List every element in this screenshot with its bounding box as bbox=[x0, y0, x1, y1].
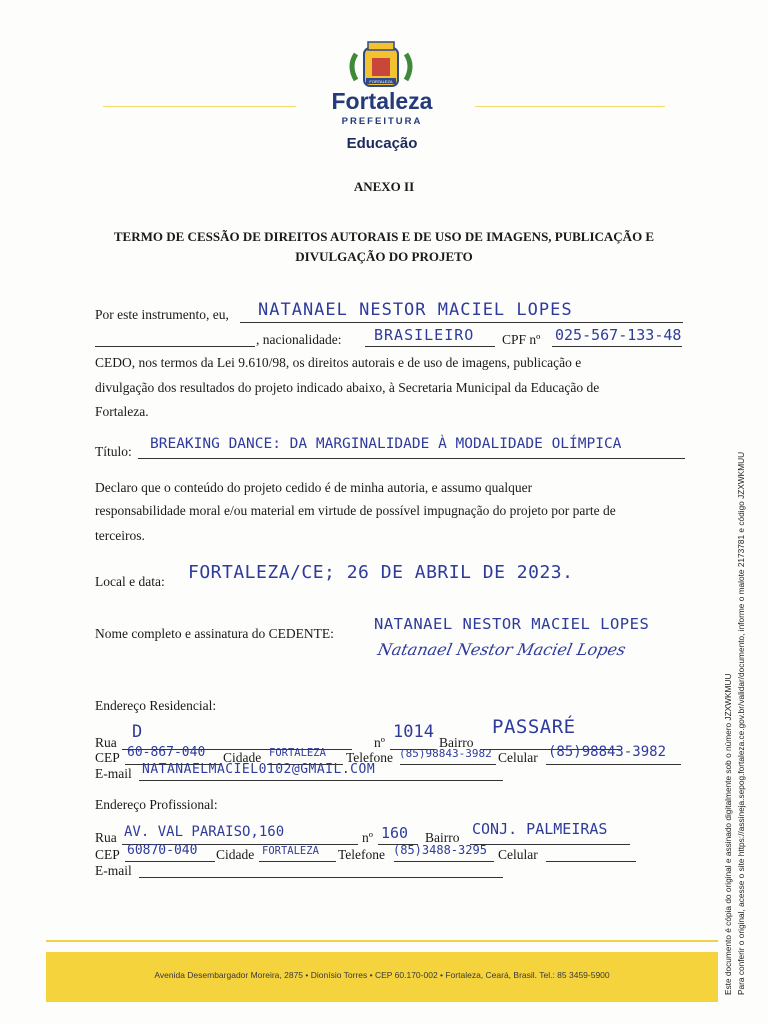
intro-name: NATANAEL NESTOR MACIEL LOPES bbox=[258, 300, 573, 320]
res-cep-label: CEP bbox=[95, 750, 120, 765]
project-title-line bbox=[138, 458, 685, 459]
res-rua-label: Rua bbox=[95, 735, 117, 750]
document-title-line1: TERMO DE CESSÃO DE DIREITOS AUTORAIS E DE USO DE IMAGENS, PUBLICAÇÃO E bbox=[113, 229, 655, 244]
prof-num-value: 160 bbox=[381, 824, 409, 842]
nationality-prefix-line bbox=[95, 346, 255, 347]
res-telefone-line bbox=[400, 764, 496, 765]
cedente-name: NATANAEL NESTOR MACIEL LOPES bbox=[374, 615, 650, 633]
prof-telefone-line bbox=[394, 861, 494, 862]
header-divider-right bbox=[475, 106, 665, 107]
cpf-line bbox=[552, 346, 682, 347]
logo-dept: Educação bbox=[346, 135, 418, 152]
cedo-line3: Fortaleza. bbox=[95, 404, 149, 419]
footer-band bbox=[46, 952, 718, 1002]
prof-telefone-label: Telefone bbox=[338, 847, 386, 862]
declaro-line3: terceiros. bbox=[95, 528, 145, 543]
prof-bairro-value: CONJ. PALMEIRAS bbox=[472, 820, 608, 838]
res-email-line bbox=[139, 780, 503, 781]
prof-bairro-label: Bairro bbox=[425, 830, 460, 845]
footer-address: Avenida Desembargador Moreira, 2875 • Dionísio Torres • CEP 60.170-002 • Fortaleza, Ceará, Brasil. Tel.: 85 3459-5900 bbox=[154, 970, 610, 980]
declaro-line1: Declaro que o conteúdo do projeto cedido é de minha autoria, e assumo qualquer bbox=[95, 480, 533, 495]
prof-telefone-value: (85)3488-3295 bbox=[393, 843, 487, 857]
cpf-label: CPF nº bbox=[502, 332, 541, 347]
prof-email-label: E-mail bbox=[95, 863, 132, 878]
cedente-label: Nome completo e assinatura do CEDENTE: bbox=[95, 626, 334, 641]
side-note-line1: Este documento é cópia do original e assinado digitalmente sob o número JZXWKMUU bbox=[723, 673, 733, 995]
cpf-value: 025-567-133-48 bbox=[555, 326, 682, 344]
annex-label: ANEXO II bbox=[353, 179, 415, 194]
project-title-value: BREAKING DANCE: DA MARGINALIDADE À MODALIDADE OLÍMPICA bbox=[150, 436, 622, 452]
prof-cep-value: 60870-040 bbox=[127, 843, 198, 858]
intro-name-line bbox=[240, 322, 683, 323]
res-telefone-label: Telefone bbox=[346, 750, 394, 765]
res-cidade-label: Cidade bbox=[223, 750, 262, 765]
professional-heading: Endereço Profissional: bbox=[95, 797, 218, 812]
residential-heading: Endereço Residencial: bbox=[95, 698, 217, 713]
svg-text:FORTALEZA: FORTALEZA bbox=[369, 79, 393, 84]
side-note-line2: Para conferir o original, acesse o site https://assineja.sepog.fortaleza.ce.gov.br/validar/documento, informe o malote 2173781 e código JZXWKMUU bbox=[736, 451, 746, 995]
res-rua-value: D bbox=[132, 722, 144, 742]
nationality-value: BRASILEIRO bbox=[374, 326, 475, 344]
side-note bbox=[722, 355, 758, 995]
res-telefone-value: (85)98843-3982 bbox=[399, 747, 492, 760]
logo bbox=[330, 36, 434, 156]
prof-rua-label: Rua bbox=[95, 830, 117, 845]
prof-bairro-line bbox=[470, 844, 630, 845]
local-date-label: Local e data: bbox=[95, 574, 165, 589]
logo-org: PREFEITURA bbox=[341, 116, 423, 127]
cedente-signature: Natanael Nestor Maciel Lopes bbox=[375, 640, 628, 659]
prof-cidade-value: FORTALEZA bbox=[262, 845, 319, 857]
res-bairro-label: Bairro bbox=[439, 735, 474, 750]
prof-email-line bbox=[139, 877, 503, 878]
prof-num-label: nº bbox=[362, 830, 373, 845]
prof-cidade-line bbox=[259, 861, 336, 862]
res-bairro-value: PASSARÉ bbox=[492, 716, 576, 738]
res-cidade-value: FORTALEZA bbox=[269, 747, 326, 759]
res-num-label: nº bbox=[374, 735, 385, 750]
res-email-value: NATANAELMACIEL0102@GMAIL.COM bbox=[142, 762, 376, 777]
project-title-label: Título: bbox=[95, 444, 132, 459]
intro-label: Por este instrumento, eu, bbox=[95, 307, 229, 322]
declaro-line2: responsabilidade moral e/ou material em virtude de possível impugnação do projeto por parte de bbox=[95, 503, 616, 518]
prof-celular-line bbox=[546, 861, 636, 862]
res-celular-line bbox=[546, 764, 681, 765]
res-cep-value: 60-867-040 bbox=[127, 745, 206, 760]
footer-divider bbox=[46, 940, 718, 942]
prof-cidade-label: Cidade bbox=[216, 847, 255, 862]
nationality-line bbox=[365, 346, 495, 347]
res-num-value: 1014 bbox=[393, 722, 434, 742]
nationality-label: , nacionalidade: bbox=[256, 332, 342, 347]
cedo-line2: divulgação dos resultados do projeto indicado abaixo, à Secretaria Municipal da Educação de bbox=[95, 380, 600, 395]
prof-cep-line bbox=[125, 861, 215, 862]
logo-city: Fortaleza bbox=[331, 88, 433, 114]
res-email-label: E-mail bbox=[95, 766, 132, 781]
prof-cep-label: CEP bbox=[95, 847, 120, 862]
prof-celular-label: Celular bbox=[498, 847, 538, 862]
local-date-value: FORTALEZA/CE; 26 DE ABRIL DE 2023. bbox=[188, 562, 574, 583]
res-celular-value: (85)98843-3982 bbox=[548, 744, 667, 760]
res-celular-label: Celular bbox=[498, 750, 538, 765]
cedo-line1: CEDO, nos termos da Lei 9.610/98, os direitos autorais e de uso de imagens, publicação e bbox=[95, 355, 582, 370]
prof-rua-value: AV. VAL PARAISO,160 bbox=[124, 824, 285, 840]
document-title-line2: DIVULGAÇÃO DO PROJETO bbox=[295, 249, 473, 264]
header-divider-left bbox=[103, 106, 296, 107]
